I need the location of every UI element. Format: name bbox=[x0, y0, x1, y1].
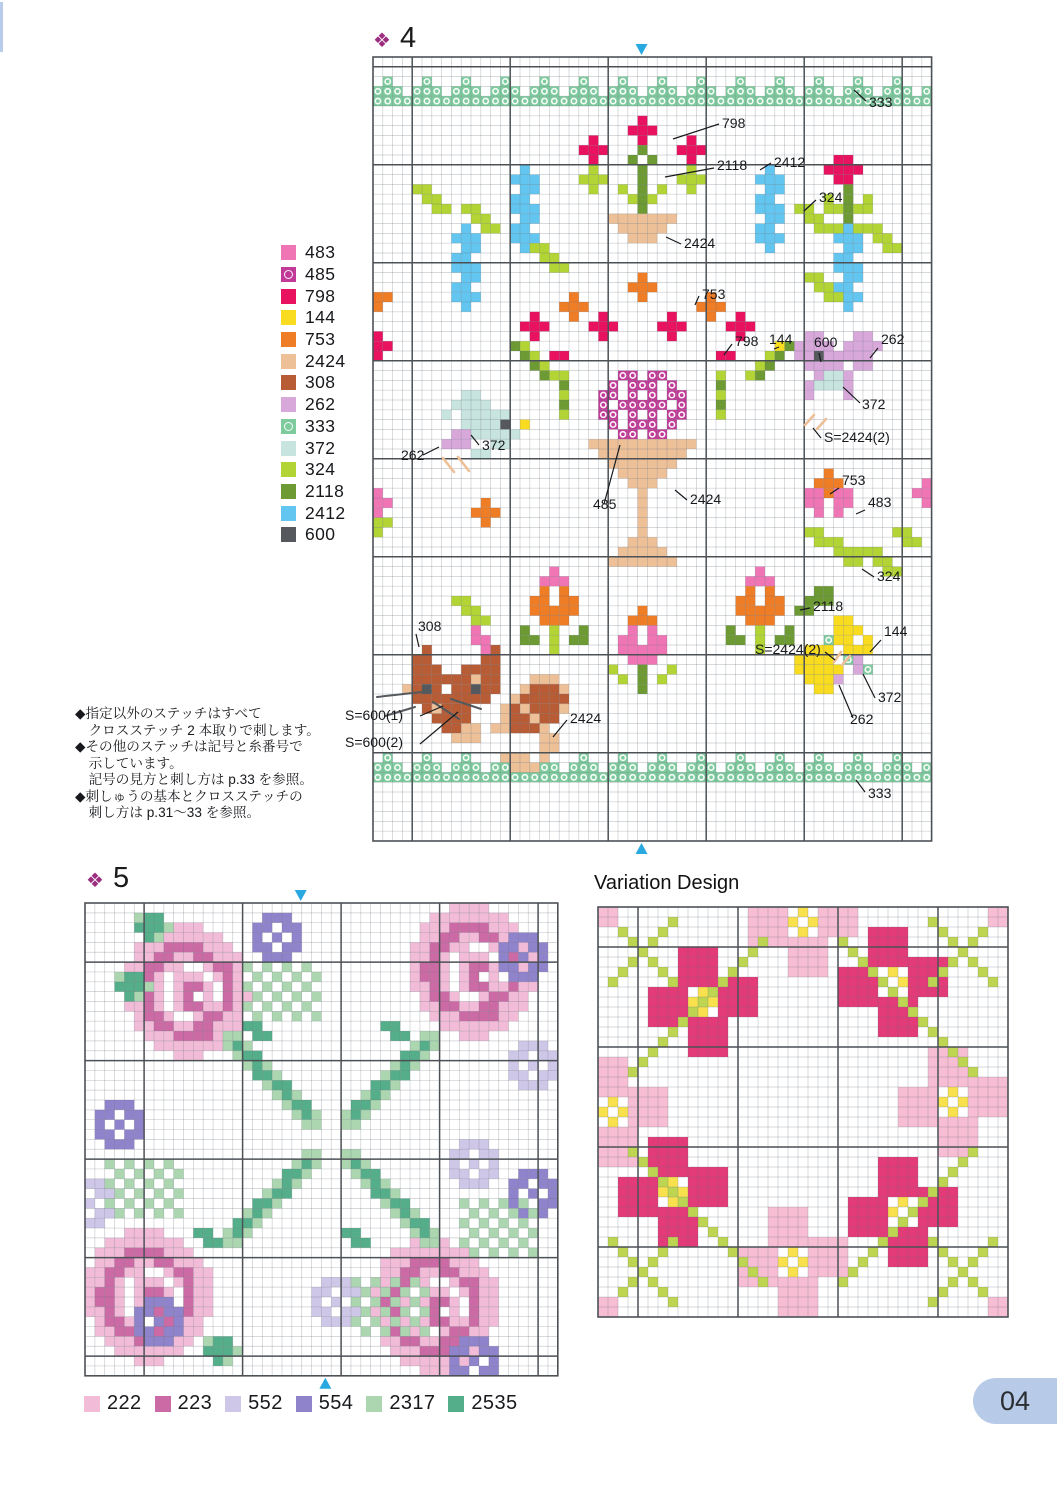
legend-item-600 bbox=[281, 524, 346, 546]
svg-text:372: 372 bbox=[862, 396, 886, 412]
legend-item-144 bbox=[281, 307, 346, 329]
pattern4-number: 4 bbox=[399, 22, 417, 54]
thread-code: 2317 bbox=[389, 1392, 436, 1414]
svg-text:753: 753 bbox=[842, 472, 866, 488]
svg-text:485: 485 bbox=[593, 496, 617, 512]
pattern4-legend bbox=[281, 242, 346, 546]
color-swatch bbox=[281, 310, 296, 325]
legend-item-2412 bbox=[281, 502, 346, 524]
legend-item-2535 bbox=[448, 1392, 517, 1415]
thread-code: 372 bbox=[305, 437, 336, 458]
thread-code: 485 bbox=[305, 264, 336, 285]
svg-text:483: 483 bbox=[868, 494, 892, 510]
color-swatch bbox=[366, 1396, 382, 1412]
pattern4-stitch-chart bbox=[345, 57, 932, 841]
color-swatch bbox=[281, 397, 296, 412]
diamond-mark-icon: ❖ bbox=[86, 870, 104, 892]
svg-text:372: 372 bbox=[482, 437, 506, 453]
thread-code: 600 bbox=[305, 524, 336, 545]
legend-item-372 bbox=[281, 437, 346, 459]
page-edge-mark bbox=[0, 2, 3, 52]
note-line: クロスステッチ 2 本取りで刺します。 bbox=[75, 722, 320, 738]
svg-text:S=600(2): S=600(2) bbox=[345, 734, 403, 750]
svg-text:S=600(1): S=600(1) bbox=[345, 707, 403, 723]
svg-text:333: 333 bbox=[869, 94, 893, 110]
color-swatch bbox=[281, 506, 296, 521]
ring-symbol-icon bbox=[284, 422, 293, 431]
svg-text:262: 262 bbox=[881, 331, 905, 347]
svg-text:262: 262 bbox=[401, 447, 425, 463]
stitch-notes bbox=[75, 706, 365, 822]
svg-text:2424: 2424 bbox=[684, 235, 716, 251]
svg-text:2424: 2424 bbox=[570, 710, 602, 726]
color-swatch bbox=[281, 375, 296, 390]
note-line: 記号の見方と刺し方は p.33 を参照。 bbox=[75, 772, 313, 788]
variation-title: Variation Design bbox=[594, 872, 740, 894]
thread-code: 753 bbox=[305, 329, 336, 350]
legend-item-798 bbox=[281, 285, 346, 307]
color-swatch bbox=[281, 527, 296, 542]
color-swatch bbox=[225, 1396, 241, 1412]
color-swatch bbox=[448, 1396, 464, 1412]
variation-stitch-chart bbox=[598, 907, 1008, 1317]
diamond-mark-icon: ❖ bbox=[373, 30, 391, 52]
page-number-badge bbox=[973, 1378, 1057, 1424]
thread-code: 324 bbox=[305, 459, 336, 480]
note-line: ◆刺しゅうの基本とクロスステッチの bbox=[75, 788, 303, 804]
legend-item-2424 bbox=[281, 350, 346, 372]
legend-item-753 bbox=[281, 329, 346, 351]
pattern4-title bbox=[373, 22, 416, 55]
thread-code: 144 bbox=[305, 307, 336, 328]
color-swatch bbox=[281, 332, 296, 347]
svg-text:372: 372 bbox=[878, 689, 902, 705]
pattern5-stitch-chart bbox=[85, 903, 558, 1376]
color-swatch bbox=[296, 1396, 312, 1412]
color-swatch bbox=[281, 441, 296, 456]
legend-item-483 bbox=[281, 242, 346, 264]
color-swatch bbox=[155, 1396, 171, 1412]
svg-text:2424: 2424 bbox=[690, 491, 722, 507]
svg-text:753: 753 bbox=[702, 286, 726, 302]
color-swatch bbox=[281, 267, 296, 282]
svg-text:2118: 2118 bbox=[813, 598, 844, 614]
svg-text:798: 798 bbox=[722, 115, 746, 131]
legend-item-552 bbox=[225, 1392, 283, 1415]
legend-item-223 bbox=[155, 1392, 213, 1415]
legend-item-2118 bbox=[281, 481, 346, 503]
note-line: ◆その他のステッチは記号と糸番号で bbox=[75, 739, 303, 755]
svg-text:324: 324 bbox=[877, 568, 901, 584]
svg-text:262: 262 bbox=[850, 711, 874, 727]
svg-text:S=2424(2): S=2424(2) bbox=[824, 429, 890, 445]
thread-code: 308 bbox=[305, 372, 336, 393]
legend-item-554 bbox=[296, 1392, 354, 1415]
pattern5-legend bbox=[84, 1392, 518, 1415]
svg-text:798: 798 bbox=[735, 333, 759, 349]
legend-item-324 bbox=[281, 459, 346, 481]
thread-code: 2424 bbox=[305, 350, 346, 371]
svg-text:S=2424(2): S=2424(2) bbox=[755, 641, 821, 657]
thread-code: 798 bbox=[305, 285, 336, 306]
color-swatch bbox=[84, 1396, 100, 1412]
color-swatch bbox=[281, 245, 296, 260]
legend-item-308 bbox=[281, 372, 346, 394]
legend-item-485 bbox=[281, 264, 346, 286]
thread-code: 223 bbox=[177, 1392, 213, 1414]
thread-code: 222 bbox=[107, 1392, 142, 1414]
svg-text:324: 324 bbox=[819, 189, 843, 205]
color-swatch bbox=[281, 419, 296, 434]
svg-text:144: 144 bbox=[884, 623, 908, 639]
note-line: ◆指定以外のステッチはすべて bbox=[75, 706, 262, 721]
svg-text:600: 600 bbox=[814, 334, 838, 350]
svg-text:308: 308 bbox=[418, 618, 442, 634]
thread-code: 552 bbox=[248, 1392, 283, 1414]
pattern5-title bbox=[86, 862, 129, 895]
legend-item-262 bbox=[281, 394, 346, 416]
thread-code: 554 bbox=[318, 1392, 354, 1414]
svg-text:333: 333 bbox=[868, 785, 892, 801]
thread-code: 262 bbox=[305, 394, 336, 415]
svg-text:2118: 2118 bbox=[717, 157, 748, 173]
color-swatch bbox=[281, 354, 296, 369]
color-swatch bbox=[281, 484, 296, 499]
color-swatch bbox=[281, 289, 296, 304]
legend-item-333 bbox=[281, 416, 346, 438]
thread-code: 333 bbox=[305, 415, 336, 436]
thread-code: 2118 bbox=[305, 480, 345, 501]
ring-symbol-icon bbox=[284, 270, 293, 279]
legend-item-2317 bbox=[366, 1392, 435, 1415]
thread-code: 2412 bbox=[305, 502, 346, 523]
note-line: 刺し方は p.31～33 を参照。 bbox=[75, 805, 261, 821]
color-swatch bbox=[281, 462, 296, 477]
thread-code: 483 bbox=[305, 242, 336, 263]
pattern5-number: 5 bbox=[112, 862, 130, 894]
svg-text:144: 144 bbox=[769, 331, 793, 347]
thread-code: 2535 bbox=[471, 1392, 518, 1414]
page-number: 04 bbox=[999, 1385, 1031, 1416]
svg-text:2412: 2412 bbox=[774, 154, 806, 170]
note-line: 示しています。 bbox=[75, 755, 183, 771]
legend-item-222 bbox=[84, 1392, 142, 1415]
